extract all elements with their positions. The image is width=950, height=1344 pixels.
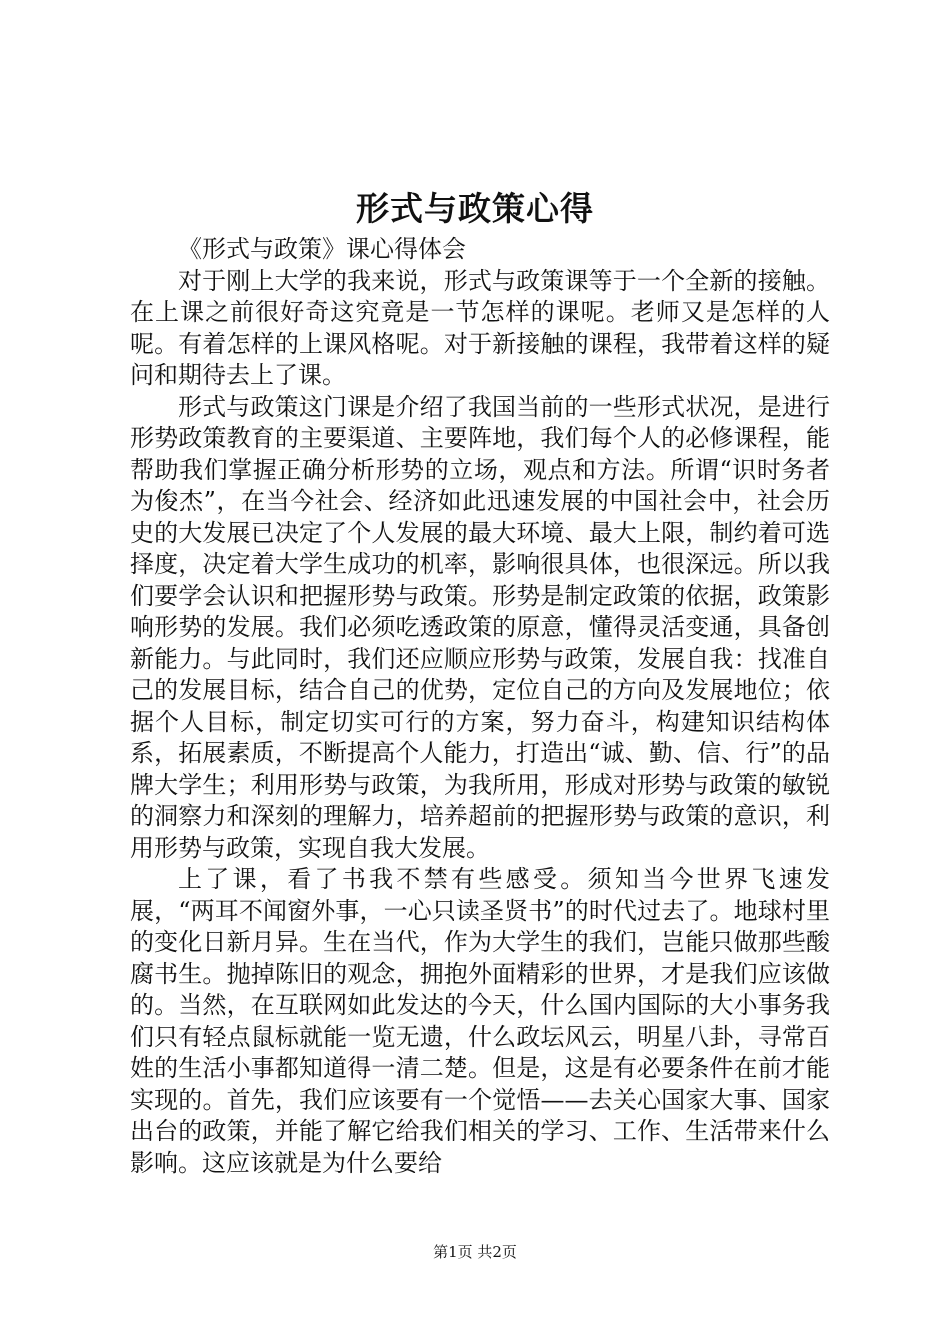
subtitle-paragraph: 《形式与政策》课心得体会 (178, 235, 466, 263)
page-title: 形式与政策心得 (356, 189, 594, 228)
body-paragraph: 形式与政策这门课是介绍了我国当前的一些形式状况，是进行形势政策教育的主要渠道、主要阵地，我们每个人的必修课程，能帮助我们掌握正确分析形势的立场，观点和方法。所谓“识时务者为俊杰”，在当今社会、经济如此迅速发展的中国社会中，社会历史的大发展已决定了个人发展的最大环境、最大上限，制约着可选择度，决定着大学生成功的机率，影响很具体，也很深远。所以我们要学会认识和把握形势与政策。形势是制定政策的依据，政策影响形势的发展。我们必须吃透政策的原意，懂得灵活变通，具备创新能力。与此同时，我们还应顺应形势与政策，发展自我：找准自己的发展目标，结合自己的优势，定位自己的方向及发展地位；依据个人目标，制定切实可行的方案，努力奋斗，构建知识结构体系，拓展素质，不断提高个人能力，打造出“诚、勤、信、行”的品牌大学生；利用形势与政策，为我所用，形成对形势与政策的敏锐的洞察力和深刻的理解力，培养超前的把握形势与政策的意识，利用形势与政策，实现自我大发展。 (130, 392, 830, 862)
document-body (130, 234, 830, 1179)
body-paragraph: 对于刚上大学的我来说，形式与政策课等于一个全新的接触。在上课之前很好奇这究竟是一节怎样的课呢。老师又是怎样的人呢。有着怎样的上课风格呢。对于新接触的课程，我带着这样的疑问和期待去上了课。 (130, 266, 830, 389)
body-paragraph: 上了课，看了书我不禁有些感受。须知当今世界飞速发展，“两耳不闻窗外事，一心只读圣贤书”的时代过去了。地球村里的变化日新月异。生在当代，作为大学生的我们，岂能只做那些酸腐书生。抛掉陈旧的观念，拥抱外面精彩的世界，才是我们应该做的。当然，在互联网如此发达的今天，什么国内国际的大小事务我们只有轻点鼠标就能一览无遗，什么政坛风云，明星八卦，寻常百姓的生活小事都知道得一清二楚。但是，这是有必要条件在前才能实现的。首先，我们应该要有一个觉悟——去关心国家大事、国家出台的政策，并能了解它给我们相关的学习、工作、生活带来什么影响。这应该就是为什么要给 (130, 865, 830, 1177)
page-number-footer: 第1页 共2页 (433, 1243, 517, 1261)
